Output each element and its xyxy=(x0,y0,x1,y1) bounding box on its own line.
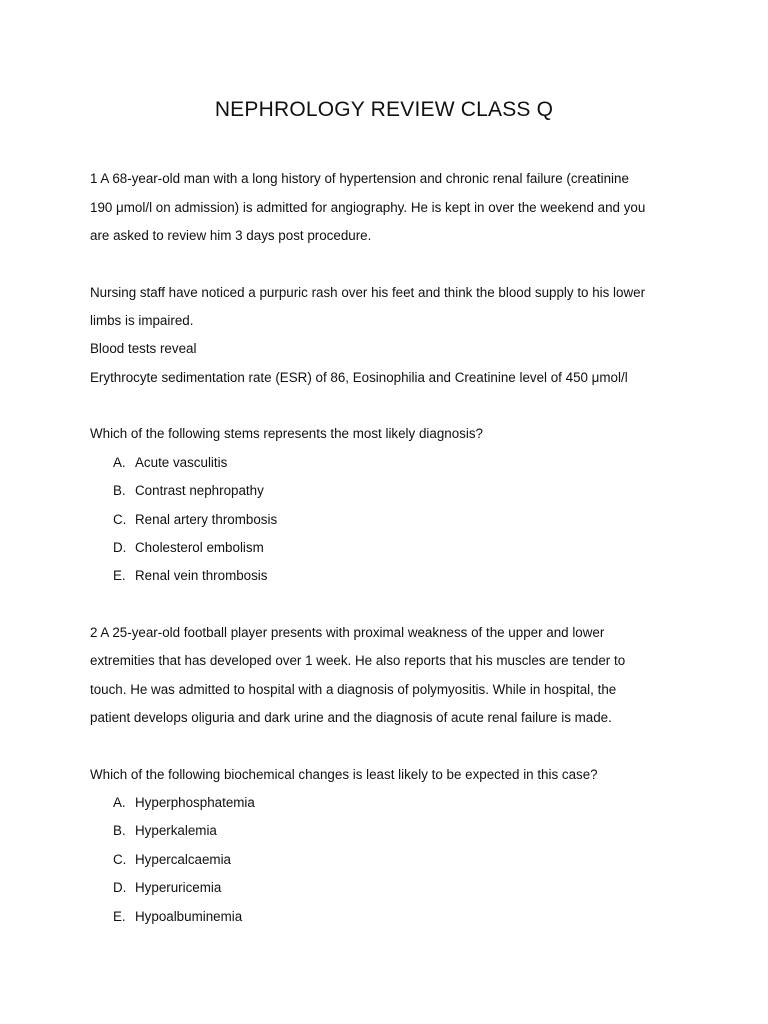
option-letter: C. xyxy=(113,512,127,527)
q1-question: Which of the following stems represents the most likely diagnosis? xyxy=(90,426,483,441)
q2-stem-line-4: patient develops oliguria and dark urine and the diagnosis of acute renal failure is made. xyxy=(90,710,612,725)
option-text: Cholesterol embolism xyxy=(135,540,264,555)
option-letter: B. xyxy=(113,483,126,498)
option-letter: C. xyxy=(113,852,127,867)
q1-stem-line-3: are asked to review him 3 days post procedure. xyxy=(90,228,372,243)
q1-option-d xyxy=(113,538,264,558)
option-letter: D. xyxy=(113,540,127,555)
option-text: Hypercalcaemia xyxy=(135,852,232,867)
q1-stem-line-1: 1 A 68-year-old man with a long history of hypertension and chronic renal failure (creatinine xyxy=(90,171,629,186)
option-letter: B. xyxy=(113,823,126,838)
q2-option-b xyxy=(113,821,217,841)
option-text: Hyperkalemia xyxy=(135,823,217,838)
q1-option-a xyxy=(113,453,227,473)
option-text: Contrast nephropathy xyxy=(135,483,264,498)
q2-stem-line-2: extremities that has developed over 1 week. He also reports that his muscles are tender to xyxy=(90,653,626,668)
option-letter: A. xyxy=(113,795,126,810)
q1-stem-line-6: Blood tests reveal xyxy=(90,341,197,356)
q1-stem-line-2: 190 μmol/l on admission) is admitted for angiography. He is kept in over the weekend and you xyxy=(90,200,646,215)
option-text: Hyperphosphatemia xyxy=(135,795,255,810)
q2-stem-line-1: 2 A 25-year-old football player presents with proximal weakness of the upper and lower xyxy=(90,625,605,640)
option-letter: E. xyxy=(113,909,126,924)
q1-stem-line-4: Nursing staff have noticed a purpuric rash over his feet and think the blood supply to his lower xyxy=(90,285,646,300)
option-text: Hypoalbuminemia xyxy=(135,909,243,924)
q2-question: Which of the following biochemical changes is least likely to be expected in this case? xyxy=(90,767,598,782)
q2-option-d xyxy=(113,878,221,898)
q1-stem-line-7: Erythrocyte sedimentation rate (ESR) of 86, Eosinophilia and Creatinine level of 450 μmol/l xyxy=(90,370,628,385)
option-text: Renal artery thrombosis xyxy=(135,512,278,527)
option-text: Renal vein thrombosis xyxy=(135,568,268,583)
option-text: Acute vasculitis xyxy=(135,455,228,470)
q1-option-e xyxy=(113,566,267,586)
q2-option-e xyxy=(113,907,242,927)
page-title: NEPHROLOGY REVIEW CLASS Q xyxy=(214,98,554,121)
option-text: Hyperuricemia xyxy=(135,880,222,895)
q2-option-c xyxy=(113,850,231,870)
option-letter: E. xyxy=(113,568,126,583)
q1-stem-line-5: limbs is impaired. xyxy=(90,313,194,328)
q1-option-b xyxy=(113,481,264,501)
option-letter: D. xyxy=(113,880,127,895)
q2-option-a xyxy=(113,793,255,813)
q1-option-c xyxy=(113,510,277,530)
option-letter: A. xyxy=(113,455,126,470)
q2-stem-line-3: touch. He was admitted to hospital with a diagnosis of polymyositis. While in hospital, the xyxy=(90,682,617,697)
